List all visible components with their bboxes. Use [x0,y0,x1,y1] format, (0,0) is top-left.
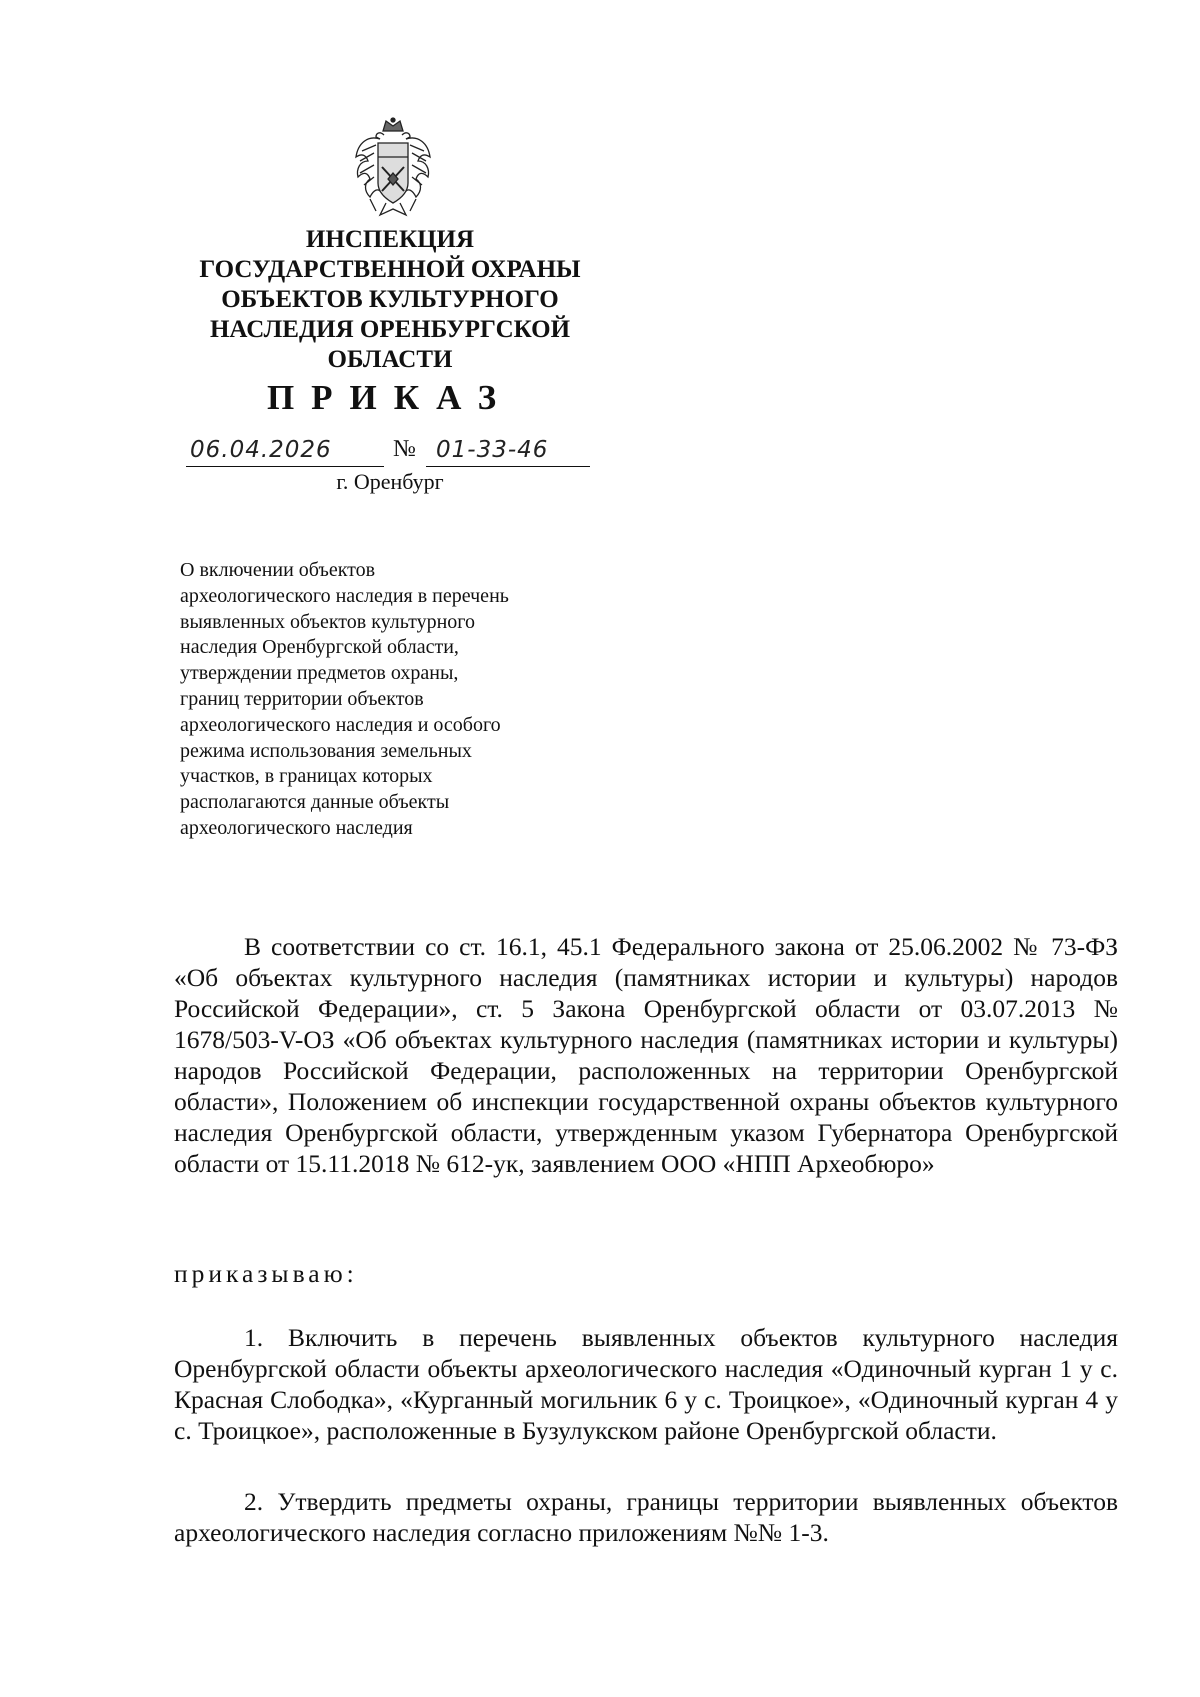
order-word: приказываю: [174,1259,358,1288]
organization-line: ГОСУДАРСТВЕННОЙ ОХРАНЫ [199,256,581,283]
subject-line: границ территории объектов [180,687,424,710]
order-item-1: 1. Включить в перечень выявленных объектов культурного наследия Оренбургской области объекты археологического наследия «Одиночный курган 1 у с. Красная Слободка», «Курганный могильник 6 у с. Троицкое», «Одиночный курган 4 у с. Троицкое», расположенные в Бузулукском районе Оренбургской области. [174,1323,1118,1445]
subject-line: участков, в границах которых [180,765,433,788]
subject-line: археологического наследия и особого [180,713,501,736]
order-item-2: 2. Утвердить предметы охраны, границы территории выявленных объектов археологического наследия согласно приложениям №№ 1-3. [174,1487,1118,1547]
subject-block [180,558,620,842]
date-field [186,432,384,467]
subject-line: выявленных объектов культурного [180,610,476,633]
date-number-line [186,432,606,472]
organization-line: НАСЛЕДИЯ ОРЕНБУРГСКОЙ [209,316,571,343]
subject-line: О включении объектов [180,559,376,581]
subject-line: археологического наследия в перечень [180,584,509,607]
organization-line: ОБЪЕКТОВ КУЛЬТУРНОГО [221,286,559,313]
handwritten-date: 06.04.2026 [190,437,332,463]
subject-line: располагаются данные объекты [180,791,450,814]
organization-name [130,225,650,375]
organization-line: ИНСПЕКЦИЯ [305,226,475,253]
coat-of-arms-emblem [350,117,436,220]
subject-line: археологического наследия [180,816,413,839]
subject-line: режима использования земельных [180,739,472,762]
subject-line: утверждении предметов охраны, [180,662,459,685]
document-type-title: ПРИКАЗ [266,378,514,417]
organization-line: ОБЛАСТИ [327,346,453,373]
number-field [426,432,590,467]
preamble-paragraph: В соответствии со ст. 16.1, 45.1 Федерального закона от 25.06.2002 № 73-ФЗ «Об объектах культурного наследия (памятниках истории и культуры) народов Российской Федерации», ст. 5 Закона Оренбургской области от 03.07.2013 № 1678/503-V-ОЗ «Об объектах культурного наследия (памятниках истории и культуры) народов Российской Федерации, расположенных на территории Оренбургской области», Положением об инспекции государственной охраны объектов культурного наследия Оренбургской области, утвержденным указом Губернатора Оренбургской области от 15.11.2018 № 612-ук, заявлением ООО «НПП Археобюро» [174,932,1118,1178]
handwritten-number: 01-33-46 [436,437,549,463]
subject-line: наследия Оренбургской области, [180,636,459,659]
number-sign: № [393,436,416,462]
city: г. Оренбург [336,469,444,494]
